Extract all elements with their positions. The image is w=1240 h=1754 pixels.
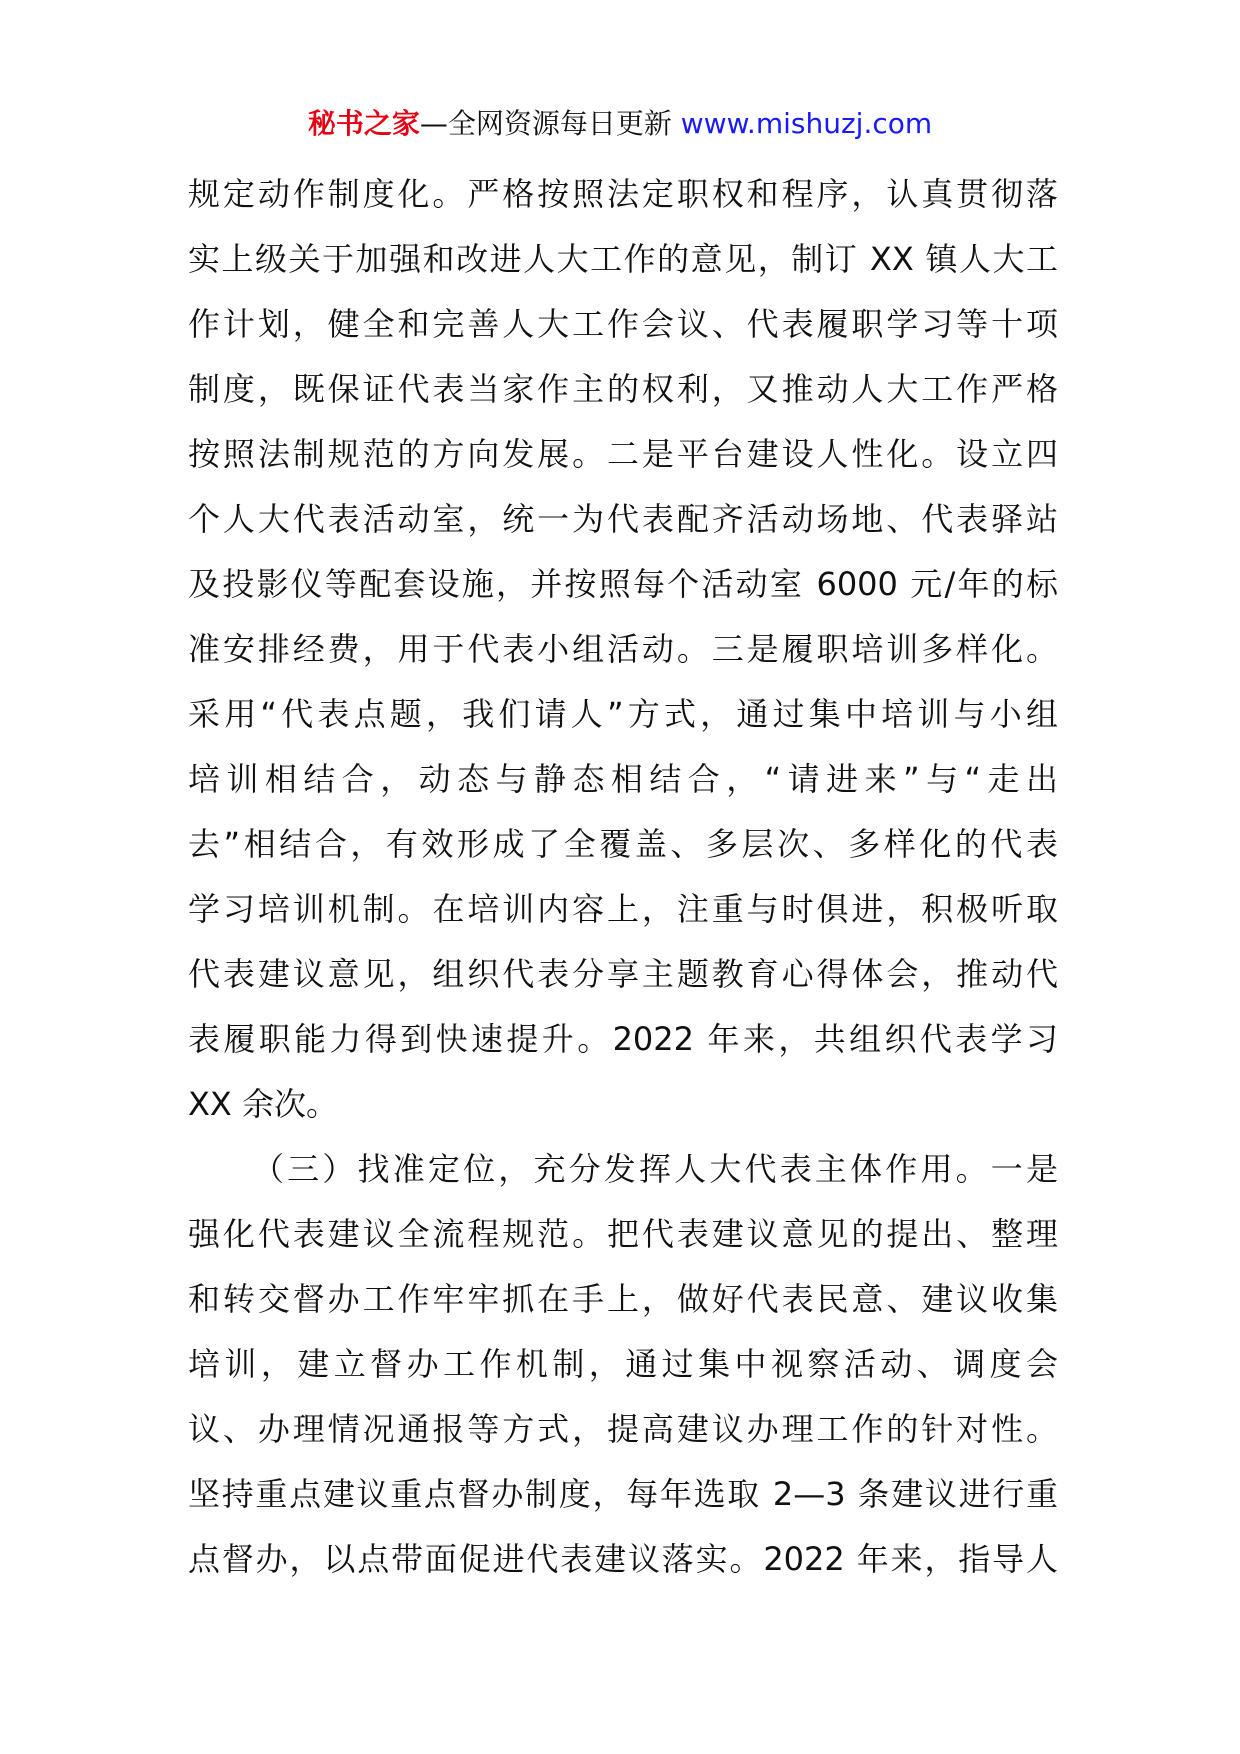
text-line: 表履职能力得到快速提升。2022 年来，共组织代表学习: [188, 1020, 1058, 1058]
text-line: 代表建议意见，组织代表分享主题教育心得体会，推动代: [188, 955, 1058, 993]
text-line: 规定动作制度化。严格按照法定职权和程序，认真贯彻落: [188, 175, 1058, 213]
text-line: 制度，既保证代表当家作主的权利，又推动人大工作严格: [188, 370, 1058, 408]
text-line: 学习培训机制。在培训内容上，注重与时俱进，积极听取: [188, 890, 1058, 928]
text-line-paragraph-start: （三）找准定位，充分发挥人大代表主体作用。一是: [252, 1150, 1058, 1188]
text-line: 按照法制规范的方向发展。二是平台建设人性化。设立四: [188, 435, 1058, 473]
text-line: 强化代表建议全流程规范。把代表建议意见的提出、整理: [188, 1215, 1058, 1253]
text-line: 作计划，健全和完善人大工作会议、代表履职学习等十项: [188, 305, 1058, 343]
header-brand: 秘书之家: [307, 107, 420, 140]
text-line: 去”相结合，有效形成了全覆盖、多层次、多样化的代表: [188, 825, 1058, 863]
document-body: [188, 162, 1058, 1592]
text-line: 实上级关于加强和改进人大工作的意见，制订 XX 镇人大工: [188, 240, 1058, 278]
header-tagline: —全网资源每日更新: [419, 107, 672, 140]
text-line: 点督办，以点带面促进代表建议落实。2022 年来，指导人: [188, 1540, 1058, 1578]
text-line: 议、办理情况通报等方式，提高建议办理工作的针对性。: [188, 1410, 1058, 1448]
text-line: 及投影仪等配套设施，并按照每个活动室 6000 元/年的标: [188, 565, 1058, 603]
page-header: [0, 98, 1240, 150]
text-line: 个人大代表活动室，统一为代表配齐活动场地、代表驿站: [188, 500, 1058, 538]
text-line: 培训相结合，动态与静态相结合，“请进来”与“走出: [188, 760, 1058, 798]
text-line-paragraph-end: XX 余次。: [188, 1085, 339, 1123]
text-line: 培训，建立督办工作机制，通过集中视察活动、调度会: [188, 1345, 1058, 1383]
text-line: 和转交督办工作牢牢抓在手上，做好代表民意、建议收集: [188, 1280, 1058, 1318]
header-url-link[interactable]: www.mishuzj.com: [680, 107, 933, 140]
text-line: 采用“代表点题，我们请人”方式，通过集中培训与小组: [188, 695, 1058, 733]
text-line: 准安排经费，用于代表小组活动。三是履职培训多样化。: [188, 630, 1058, 668]
text-line: 坚持重点建议重点督办制度，每年选取 2—3 条建议进行重: [188, 1475, 1058, 1513]
